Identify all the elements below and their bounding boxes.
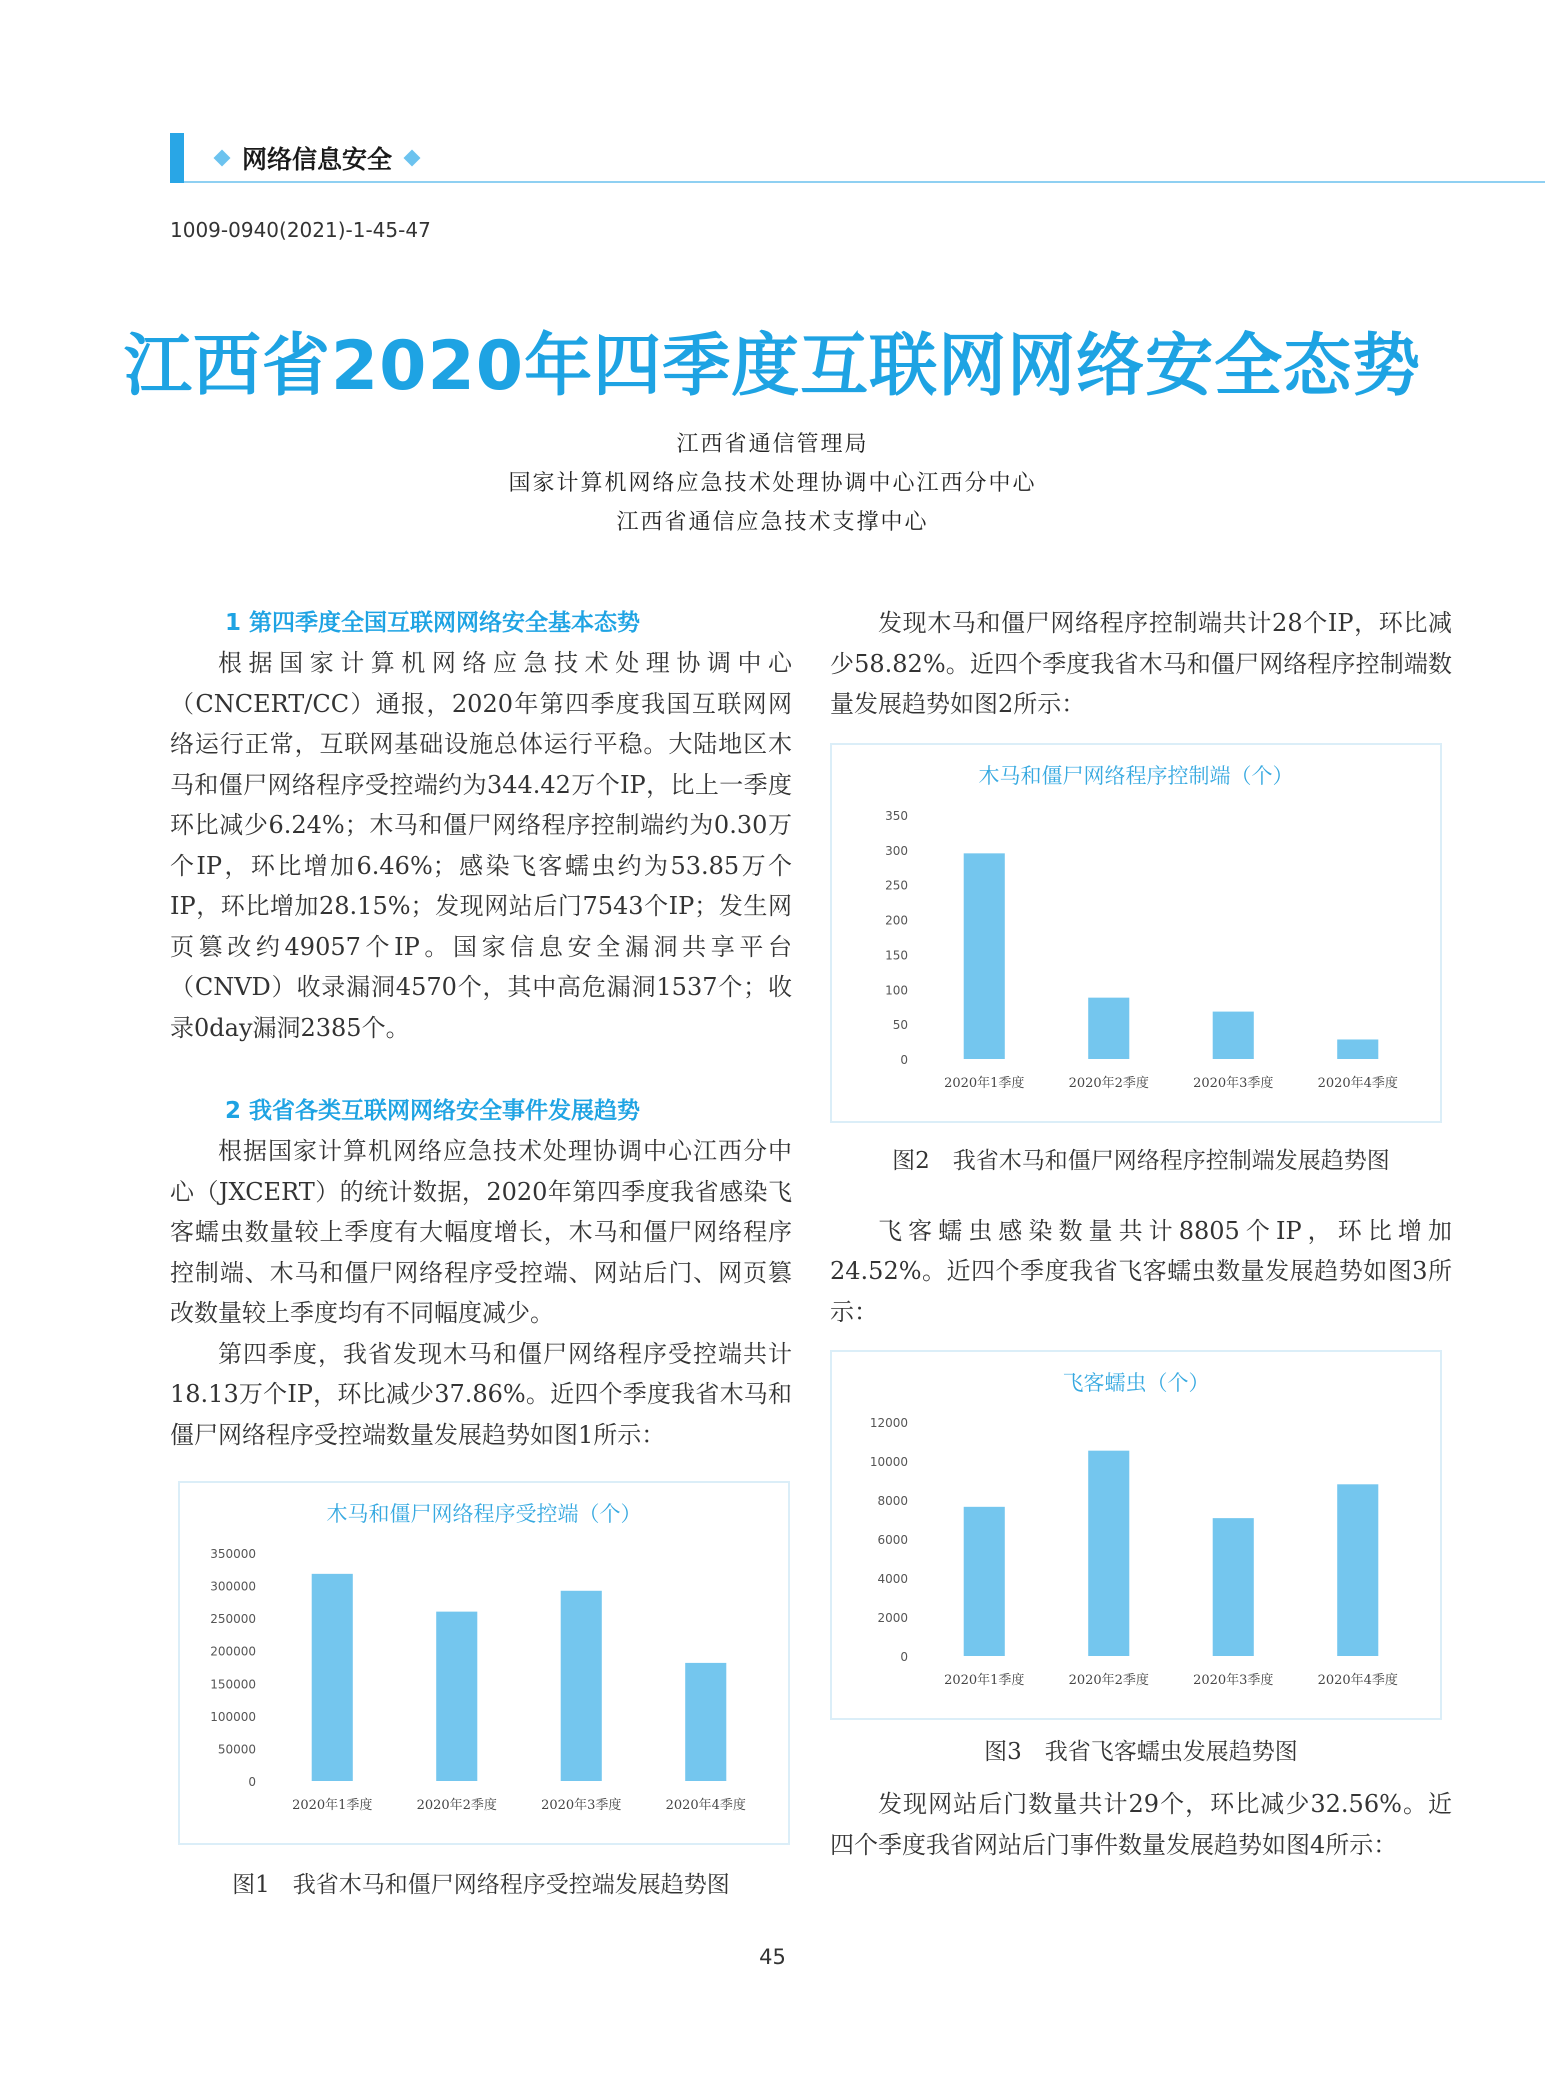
right-column bbox=[830, 603, 1452, 1865]
x-tick-label: 2020年3季度 bbox=[1193, 1673, 1274, 1688]
y-tick-label: 350 bbox=[885, 808, 908, 823]
article-title: 江西省2020年四季度互联网网络安全态势 bbox=[123, 327, 1422, 406]
y-tick-label: 200000 bbox=[210, 1644, 256, 1659]
author-line: 江西省通信应急技术支撑中心 bbox=[616, 510, 929, 535]
y-tick-label: 50000 bbox=[217, 1742, 256, 1757]
bar bbox=[685, 1663, 726, 1781]
chart-title: 飞客蠕虫（个） bbox=[1062, 1371, 1210, 1395]
y-tick-label: 300000 bbox=[210, 1579, 256, 1594]
y-tick-label: 6000 bbox=[877, 1533, 908, 1547]
paragraph: 发现网站后门数量共计29个，环比减少32.56%。近四个季度我省网站后门事件数量发展趋势如图4所示： bbox=[830, 1790, 1452, 1859]
figure-2-svg bbox=[832, 745, 1440, 1121]
figure-1-svg bbox=[180, 1483, 788, 1843]
y-tick-label: 50 bbox=[892, 1017, 908, 1032]
figure-2-caption: 图2 我省木马和僵尸网络程序控制端发展趋势图 bbox=[892, 1147, 1390, 1174]
section-2-paragraph: 第四季度，我省发现木马和僵尸网络程序受控端共计18.13万个IP，环比减少37.86%。近四个季度我省木马和僵尸网络程序受控端数量发展趋势如图1所示： bbox=[170, 1339, 792, 1449]
header-accent-bar bbox=[170, 133, 184, 183]
x-tick-label: 2020年4季度 bbox=[1317, 1075, 1398, 1091]
figure-3-svg bbox=[832, 1352, 1440, 1718]
y-tick-label: 0 bbox=[248, 1775, 256, 1789]
section-1-heading: 1 第四季度全国互联网网络安全基本态势 bbox=[225, 610, 641, 636]
x-tick-label: 2020年1季度 bbox=[944, 1673, 1025, 1688]
author-line: 江西省通信管理局 bbox=[676, 432, 869, 457]
bar bbox=[1337, 1484, 1378, 1656]
x-tick-label: 2020年1季度 bbox=[292, 1798, 373, 1813]
figure-3-chart bbox=[830, 1350, 1442, 1720]
bar bbox=[561, 1591, 602, 1781]
x-tick-label: 2020年4季度 bbox=[1317, 1673, 1398, 1688]
x-tick-label: 2020年1季度 bbox=[944, 1075, 1025, 1091]
x-tick-label: 2020年4季度 bbox=[665, 1798, 746, 1813]
y-tick-label: 150 bbox=[885, 947, 908, 962]
x-tick-label: 2020年3季度 bbox=[541, 1798, 622, 1813]
y-tick-label: 100 bbox=[885, 982, 908, 997]
section-2-paragraph: 根据国家计算机网络应急技术处理协调中心江西分中心（JXCERT）的统计数据，2020年第四季度我省感染飞客蠕虫数量较上季度有大幅度增长，木马和僵尸网络程序控制端、木马和僵尸网络程序受控端、网站后门、网页篡改数量较上季度均有不同幅度减少。 bbox=[170, 1137, 792, 1327]
diamond-icon bbox=[404, 150, 421, 167]
figure-1-caption: 图1 我省木马和僵尸网络程序受控端发展趋势图 bbox=[232, 1872, 730, 1898]
diamond-icon bbox=[214, 150, 231, 167]
document-id: 1009-0940(2021)-1-45-47 bbox=[170, 218, 431, 242]
bar bbox=[964, 853, 1005, 1059]
chart-title: 木马和僵尸网络程序受控端（个） bbox=[326, 1502, 642, 1526]
figure-1-chart bbox=[178, 1481, 790, 1845]
header-rule bbox=[184, 181, 1545, 183]
figure-2-chart bbox=[830, 743, 1442, 1123]
bar bbox=[1213, 1011, 1254, 1058]
y-tick-label: 4000 bbox=[877, 1572, 908, 1586]
x-tick-label: 2020年2季度 bbox=[1068, 1673, 1149, 1688]
bar bbox=[436, 1612, 477, 1781]
bar bbox=[964, 1507, 1005, 1656]
y-tick-label: 300 bbox=[885, 843, 908, 858]
figure-3-caption: 图3 我省飞客蠕虫发展趋势图 bbox=[984, 1739, 1298, 1765]
y-tick-label: 2000 bbox=[877, 1611, 908, 1625]
section-1-paragraph: 根据国家计算机网络应急技术处理协调中心（CNCERT/CC）通报，2020年第四季度我国互联网网络运行正常，互联网基础设施总体运行平稳。大陆地区木马和僵尸网络程序受控端约为344.42万个IP，比上一季度环比减少6.24%；木马和僵尸网络程序控制端约为0.30万个IP，环比增加6.46%；感染飞客蠕虫约为53.85万个IP，环比增加28.15%；发现网站后门7543个IP；发生网页篡改约49057个IP。国家信息安全漏洞共享平台（CNVD）收录漏洞4570个，其中高危漏洞1537个；收录0day漏洞2385个。 bbox=[170, 649, 792, 1042]
paragraph: 飞客蠕虫感染数量共计8805个IP，环比增加24.52%。近四个季度我省飞客蠕虫数量发展趋势如图3所示： bbox=[830, 1216, 1452, 1326]
y-tick-label: 8000 bbox=[877, 1494, 908, 1508]
y-tick-label: 150000 bbox=[210, 1677, 256, 1692]
bar bbox=[1337, 1039, 1378, 1059]
author-line: 国家计算机网络应急技术处理协调中心江西分中心 bbox=[508, 471, 1037, 496]
y-tick-label: 200 bbox=[885, 913, 908, 928]
header-section-text: 网络信息安全 bbox=[242, 145, 393, 174]
author-affiliations bbox=[0, 425, 1545, 542]
y-tick-label: 250 bbox=[885, 878, 908, 893]
paragraph: 发现木马和僵尸网络程序控制端共计28个IP，环比减少58.82%。近四个季度我省木马和僵尸网络程序控制端数量发展趋势如图2所示： bbox=[830, 609, 1452, 718]
y-tick-label: 250000 bbox=[210, 1612, 256, 1627]
x-tick-label: 2020年3季度 bbox=[1193, 1075, 1274, 1091]
left-column bbox=[170, 603, 792, 1905]
header-section-label bbox=[202, 138, 432, 178]
y-tick-label: 10000 bbox=[869, 1455, 908, 1469]
bar bbox=[1213, 1518, 1254, 1656]
page-number: 45 bbox=[759, 1945, 786, 1969]
x-tick-label: 2020年2季度 bbox=[416, 1798, 497, 1813]
bar bbox=[1088, 1451, 1129, 1656]
y-tick-label: 12000 bbox=[869, 1416, 908, 1430]
bar bbox=[1088, 997, 1129, 1058]
y-tick-label: 0 bbox=[900, 1052, 908, 1067]
section-2-heading: 2 我省各类互联网网络安全事件发展趋势 bbox=[225, 1098, 641, 1124]
bar bbox=[312, 1574, 353, 1781]
y-tick-label: 350000 bbox=[210, 1547, 256, 1561]
x-tick-label: 2020年2季度 bbox=[1068, 1075, 1149, 1091]
y-tick-label: 100000 bbox=[210, 1709, 256, 1724]
chart-title: 木马和僵尸网络程序控制端（个） bbox=[978, 763, 1294, 788]
y-tick-label: 0 bbox=[900, 1650, 908, 1664]
